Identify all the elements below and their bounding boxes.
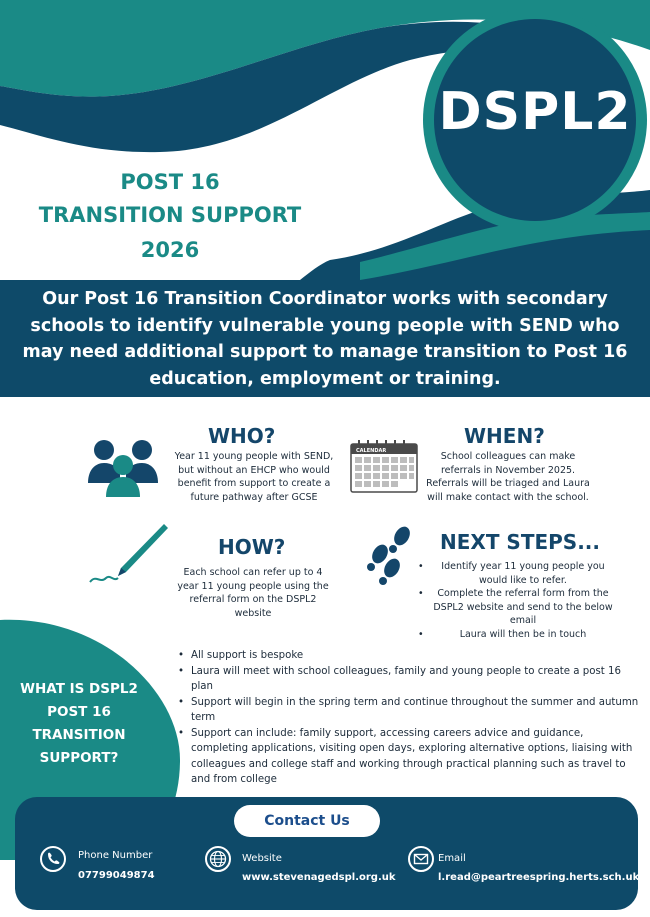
website-value[interactable]: www.stevenagedspl.org.uk bbox=[242, 872, 396, 883]
phone-icon bbox=[40, 846, 66, 872]
intro-banner-text: Our Post 16 Transition Coordinator works with secondary schools to identify vulnerable young people with SEND who may need additional support to manage transition to Post 16 education, employment or training. bbox=[22, 289, 628, 389]
next-steps-heading: NEXT STEPS... bbox=[440, 530, 600, 554]
who-heading: WHO? bbox=[208, 424, 276, 448]
calendar-icon bbox=[350, 440, 418, 494]
support-list bbox=[178, 648, 640, 788]
people-group-icon bbox=[88, 437, 158, 497]
list-item: • Complete the referral form from the DSPL2 website and send to the below email bbox=[418, 587, 618, 628]
who-body: Year 11 young people with SEND, but without an EHCP who would benefit from support to create a future pathway after GCSE bbox=[174, 451, 334, 503]
when-body: School colleagues can make referrals in November 2025. Referrals will be triaged and Laura will make contact with the school. bbox=[426, 451, 590, 503]
list-item: • All support is bespoke bbox=[178, 648, 640, 664]
list-item: • Identify year 11 young people you would like to refer. bbox=[418, 560, 618, 587]
list-item: • Support can include: family support, accessing careers advice and guidance, completing applications, visiting open days, exploring alternative options, liaising with colleagues and college staff and working through practical planning such as travel to and from college bbox=[178, 726, 640, 788]
dspl2-logo: DSPL2 bbox=[438, 82, 632, 142]
list-item: • Laura will then be in touch bbox=[418, 628, 618, 642]
email-label: Email bbox=[438, 853, 466, 864]
what-is-title: WHAT IS DSPL2 POST 16 TRANSITION SUPPORT? bbox=[20, 681, 138, 766]
footsteps-icon bbox=[358, 524, 416, 586]
website-label: Website bbox=[242, 853, 282, 864]
list-item: • Support will begin in the spring term and continue throughout the summer and autumn term bbox=[178, 695, 640, 726]
email-value[interactable]: l.read@peartreespring.herts.sch.uk bbox=[438, 872, 640, 883]
globe-icon bbox=[205, 846, 231, 872]
title-line-3: 2026 bbox=[140, 238, 200, 262]
envelope-icon bbox=[408, 846, 434, 872]
list-item: • Laura will meet with school colleagues, family and young people to create a post 16 plan bbox=[178, 664, 640, 695]
next-steps-list bbox=[418, 560, 618, 641]
when-heading: WHEN? bbox=[464, 424, 545, 448]
pen-icon bbox=[88, 522, 170, 590]
contact-us-button[interactable]: Contact Us bbox=[234, 805, 380, 837]
how-body: Each school can refer up to 4 year 11 young people using the referral form on the DSPL2 website bbox=[177, 567, 329, 619]
title-line-2: TRANSITION SUPPORT bbox=[38, 203, 302, 227]
how-heading: HOW? bbox=[218, 535, 286, 559]
calendar-icon-label: CALENDAR bbox=[356, 448, 387, 454]
title-line-1: POST 16 bbox=[120, 170, 220, 194]
phone-value[interactable]: 07799049874 bbox=[78, 870, 155, 881]
phone-label: Phone Number bbox=[78, 850, 153, 861]
